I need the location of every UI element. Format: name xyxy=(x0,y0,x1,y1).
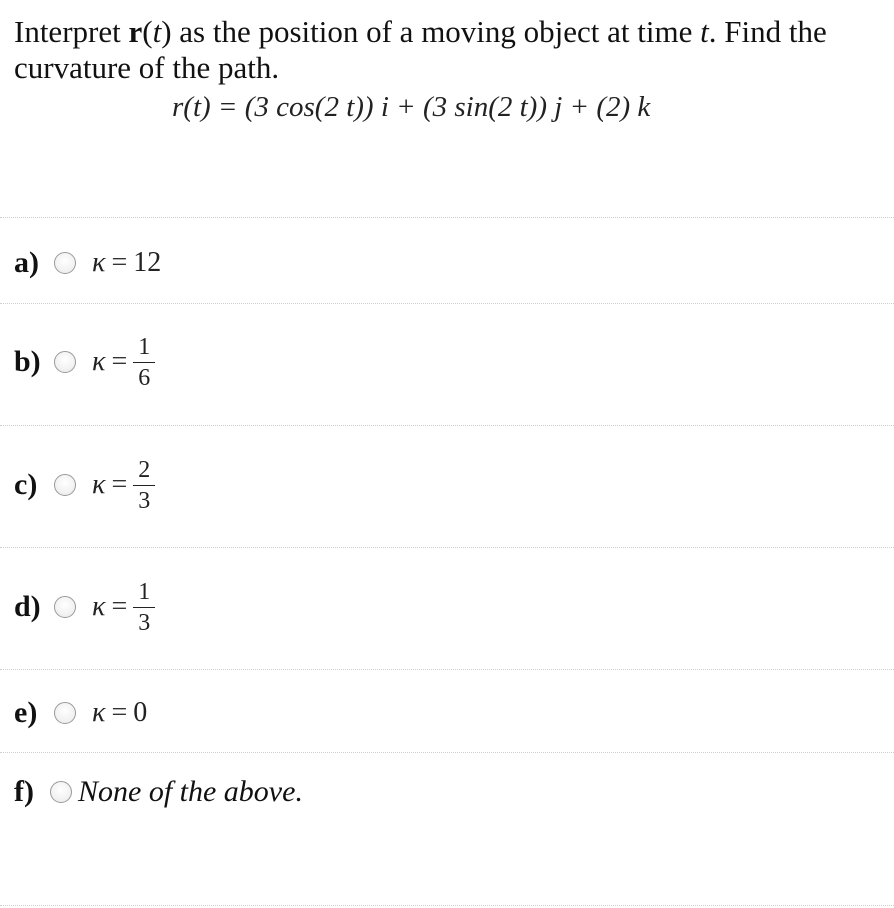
option-b[interactable] xyxy=(14,332,155,392)
fraction-bar xyxy=(133,362,155,363)
divider xyxy=(0,905,894,906)
option-a[interactable] xyxy=(14,233,161,293)
kappa-symbol: κ xyxy=(92,697,106,728)
radio-button[interactable] xyxy=(54,474,76,496)
fraction xyxy=(133,579,155,636)
fraction xyxy=(133,334,155,391)
equals-sign: = xyxy=(111,247,128,278)
radio-button[interactable] xyxy=(54,351,76,373)
question-text: Interpret r(t) as the position of a moving object at time t. Find the curvature of the path. xyxy=(14,14,827,85)
radio-button[interactable] xyxy=(54,702,76,724)
answer-value: 0 xyxy=(133,697,148,728)
option-letter: c) xyxy=(14,468,38,501)
kappa-symbol: κ xyxy=(92,469,106,500)
fraction-bar xyxy=(133,485,155,486)
option-math xyxy=(92,697,147,729)
kappa-symbol: κ xyxy=(92,247,106,278)
divider xyxy=(0,425,894,426)
numerator: 1 xyxy=(138,333,151,360)
answer-value: 12 xyxy=(133,247,162,278)
option-f[interactable] xyxy=(14,762,303,822)
option-math xyxy=(92,334,155,391)
radio-button[interactable] xyxy=(54,596,76,618)
kappa-symbol: κ xyxy=(92,591,106,622)
equals-sign: = xyxy=(111,697,128,728)
fraction xyxy=(133,457,155,514)
option-math xyxy=(92,247,161,279)
option-letter: a) xyxy=(14,246,39,279)
option-letter: b) xyxy=(14,345,41,378)
divider xyxy=(0,547,894,548)
denominator: 6 xyxy=(138,364,151,391)
bold-r: r xyxy=(128,14,143,49)
radio-button[interactable] xyxy=(54,252,76,274)
position-formula: r(t) = (3 cos(2 t)) i + (3 sin(2 t)) j + (2) k xyxy=(172,91,651,123)
option-c[interactable] xyxy=(14,455,155,515)
option-e[interactable] xyxy=(14,683,147,743)
equals-sign: = xyxy=(111,346,128,377)
divider xyxy=(0,217,894,218)
option-letter: f) xyxy=(14,775,34,808)
denominator: 3 xyxy=(138,609,151,636)
denominator: 3 xyxy=(138,487,151,514)
none-of-the-above-text: None of the above. xyxy=(78,775,303,808)
option-d[interactable] xyxy=(14,577,155,637)
option-math xyxy=(92,579,155,636)
kappa-symbol: κ xyxy=(92,346,106,377)
divider xyxy=(0,303,894,304)
option-letter: e) xyxy=(14,696,38,729)
numerator: 1 xyxy=(138,578,151,605)
equals-sign: = xyxy=(111,469,128,500)
radio-button[interactable] xyxy=(50,781,72,803)
fraction-bar xyxy=(133,607,155,608)
option-math xyxy=(92,457,155,514)
numerator: 2 xyxy=(138,456,151,483)
option-letter: d) xyxy=(14,590,41,623)
equals-sign: = xyxy=(111,591,128,622)
divider xyxy=(0,669,894,670)
divider xyxy=(0,752,894,753)
question-block xyxy=(14,14,884,124)
